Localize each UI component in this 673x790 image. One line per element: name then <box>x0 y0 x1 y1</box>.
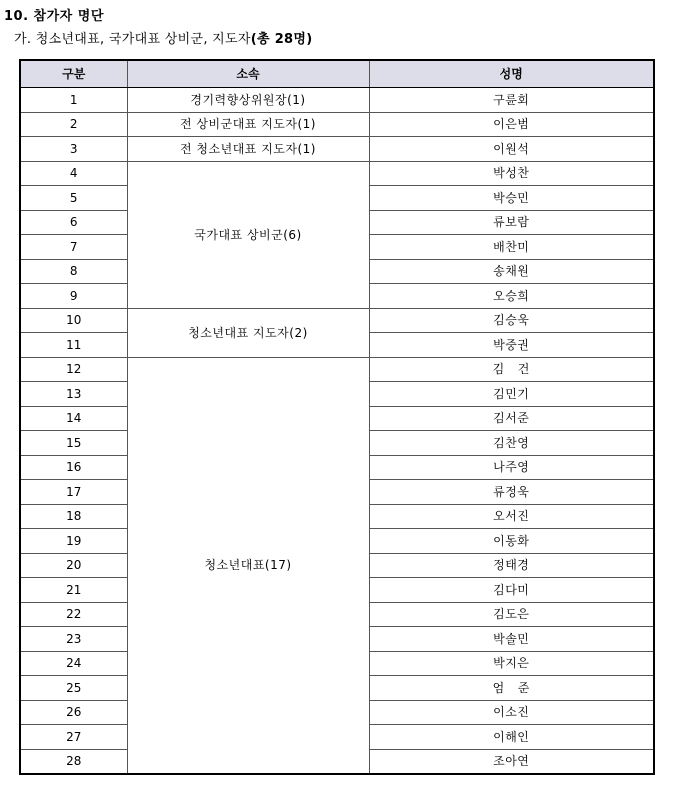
row-number-cell: 23 <box>20 627 127 652</box>
table-row <box>20 112 654 137</box>
row-number-cell: 4 <box>20 161 127 186</box>
row-number-cell: 21 <box>20 578 127 603</box>
participant-name-cell: 오승희 <box>369 284 654 309</box>
row-number-cell: 22 <box>20 602 127 627</box>
participant-name-cell: 배찬미 <box>369 235 654 260</box>
subtitle-prefix: 가. 청소년대표, 국가대표 상비군, 지도자 <box>14 32 251 47</box>
participant-name-cell: 김승욱 <box>369 308 654 333</box>
participant-name-cell: 류정욱 <box>369 480 654 505</box>
participant-name-cell: 김 건 <box>369 357 654 382</box>
participant-name-cell: 김서준 <box>369 406 654 431</box>
row-number-cell: 8 <box>20 259 127 284</box>
participant-name-cell: 이해인 <box>369 725 654 750</box>
row-number-cell: 27 <box>20 725 127 750</box>
affiliation-cell: 전 청소년대표 지도자(1) <box>127 137 369 162</box>
subtitle-total-count: (총 28명) <box>250 32 313 47</box>
participant-name-cell: 구륜회 <box>369 88 654 113</box>
row-number-cell: 5 <box>20 186 127 211</box>
table-body <box>20 88 654 775</box>
section-title: 10. 참가자 명단 <box>4 9 104 24</box>
participant-name-cell: 박솔민 <box>369 627 654 652</box>
participant-name-cell: 박성찬 <box>369 161 654 186</box>
row-number-cell: 12 <box>20 357 127 382</box>
row-number-cell: 14 <box>20 406 127 431</box>
row-number-cell: 11 <box>20 333 127 358</box>
row-number-cell: 26 <box>20 700 127 725</box>
participant-name-cell: 이원석 <box>369 137 654 162</box>
header-name: 성명 <box>369 60 654 88</box>
participant-name-cell: 조아연 <box>369 749 654 774</box>
participant-name-cell: 류보람 <box>369 210 654 235</box>
participant-name-cell: 오서진 <box>369 504 654 529</box>
participant-name-cell: 김다미 <box>369 578 654 603</box>
header-affiliation: 소속 <box>127 60 369 88</box>
affiliation-cell: 국가대표 상비군(6) <box>127 161 369 308</box>
row-number-cell: 25 <box>20 676 127 701</box>
row-number-cell: 19 <box>20 529 127 554</box>
table-row <box>20 88 654 113</box>
row-number-cell: 15 <box>20 431 127 456</box>
participant-name-cell: 송채원 <box>369 259 654 284</box>
participant-name-cell: 박승민 <box>369 186 654 211</box>
row-number-cell: 2 <box>20 112 127 137</box>
row-number-cell: 18 <box>20 504 127 529</box>
row-number-cell: 6 <box>20 210 127 235</box>
participant-name-cell: 정태경 <box>369 553 654 578</box>
row-number-cell: 9 <box>20 284 127 309</box>
participant-name-cell: 김도은 <box>369 602 654 627</box>
row-number-cell: 10 <box>20 308 127 333</box>
participant-name-cell: 김민기 <box>369 382 654 407</box>
row-number-cell: 13 <box>20 382 127 407</box>
subtitle <box>14 28 312 47</box>
participant-name-cell: 이소진 <box>369 700 654 725</box>
participant-name-cell: 김찬영 <box>369 431 654 456</box>
row-number-cell: 28 <box>20 749 127 774</box>
table-header-row <box>20 60 654 88</box>
table-row <box>20 137 654 162</box>
row-number-cell: 16 <box>20 455 127 480</box>
participant-name-cell: 박중권 <box>369 333 654 358</box>
participant-name-cell: 이은범 <box>369 112 654 137</box>
participant-name-cell: 이동화 <box>369 529 654 554</box>
affiliation-cell: 청소년대표 지도자(2) <box>127 308 369 357</box>
table-row <box>20 357 654 382</box>
header-number: 구분 <box>20 60 127 88</box>
table-row <box>20 161 654 186</box>
row-number-cell: 20 <box>20 553 127 578</box>
affiliation-cell: 전 상비군대표 지도자(1) <box>127 112 369 137</box>
participant-name-cell: 엄 준 <box>369 676 654 701</box>
row-number-cell: 17 <box>20 480 127 505</box>
row-number-cell: 24 <box>20 651 127 676</box>
participant-name-cell: 나주영 <box>369 455 654 480</box>
affiliation-cell: 청소년대표(17) <box>127 357 369 774</box>
participant-table <box>19 59 655 775</box>
row-number-cell: 7 <box>20 235 127 260</box>
row-number-cell: 1 <box>20 88 127 113</box>
row-number-cell: 3 <box>20 137 127 162</box>
participant-name-cell: 박지은 <box>369 651 654 676</box>
affiliation-cell: 경기력향상위원장(1) <box>127 88 369 113</box>
table-row <box>20 308 654 333</box>
